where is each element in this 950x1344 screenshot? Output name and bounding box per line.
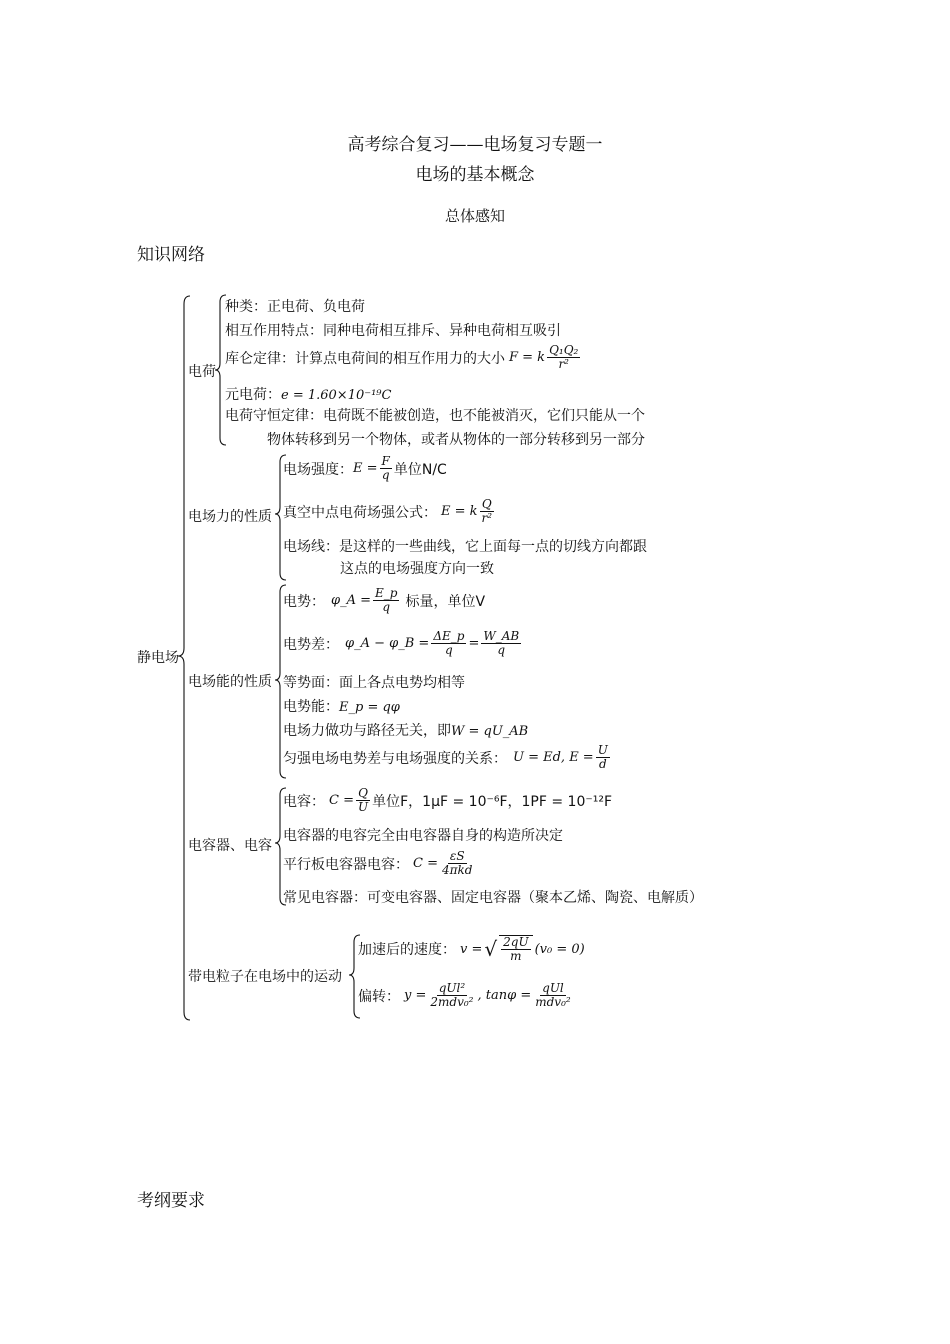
acceleration-speed-label: 加速后的速度： [358, 942, 456, 958]
point-charge-fraction [480, 498, 495, 525]
field-strength-label: 电场强度： [283, 461, 353, 478]
coulomb-law [225, 344, 582, 371]
force-label: 电场力的性质 [188, 509, 272, 525]
deflection-mid: , tanφ = [477, 988, 532, 1003]
charge-interaction: 相互作用特点：同种电荷相互排斥、异种电荷相互吸引 [225, 323, 561, 339]
coulomb-denominator: r² [558, 357, 569, 371]
work-path-independent [283, 720, 528, 740]
potential [283, 587, 485, 614]
potential-energy-label: 电势能： [283, 699, 339, 715]
deflection-numerator-2: qUl [542, 981, 564, 995]
potential-difference-fraction-2 [481, 630, 521, 657]
common-capacitors: 常见电容器：可变电容器、固定电容器（聚本乙烯、陶瓷、电解质） [283, 890, 703, 906]
parallel-plate-numerator: εS [449, 849, 465, 863]
deflection-denominator-2: mdv₀² [535, 995, 571, 1009]
knowledge-network-heading: 知识网络 [137, 245, 205, 265]
point-charge-field [283, 498, 496, 525]
capacitance-label: 电容： [283, 793, 325, 810]
uniform-field-numerator: U [597, 743, 608, 757]
acceleration-speed-lhs: v = [460, 941, 483, 957]
deflection-numerator-1: qUl² [438, 981, 466, 995]
uniform-field-fraction [596, 744, 610, 771]
overview-heading: 总体感知 [444, 207, 505, 225]
coulomb-fraction [547, 344, 580, 371]
potential-numerator: E_p [375, 586, 398, 600]
point-charge-numerator: Q [481, 497, 492, 511]
uniform-field-denominator: d [598, 757, 607, 771]
coulomb-law-text: 库仑定律：计算点电荷间的相互作用力的大小 [225, 350, 505, 367]
capacitor-label: 电容器、电容 [188, 838, 272, 854]
elementary-charge-label: 元电荷： [225, 387, 281, 403]
syllabus-heading: 考纲要求 [137, 1191, 205, 1211]
page-title: 高考综合复习——电场复习专题一 [347, 135, 603, 155]
field-strength-unit: 单位N/C [393, 461, 447, 478]
energy-label: 电场能的性质 [188, 674, 272, 690]
parallel-plate-label: 平行板电容器电容： [283, 856, 409, 873]
deflection-denominator-1: 2mdv₀² [430, 995, 474, 1009]
potential-unit: 标量，单位V [405, 593, 486, 610]
work-formula: W = qU_AB [451, 724, 529, 739]
sqrt-sign: √ [484, 937, 498, 961]
field-strength [283, 455, 447, 482]
deflection [358, 982, 575, 1009]
root-node-label: 静电场 [137, 650, 179, 666]
elementary-charge-formula: e = 1.60×10⁻¹⁹C [281, 388, 392, 403]
point-charge-denominator: r² [481, 511, 493, 525]
potential-label: 电势： [283, 593, 325, 610]
parallel-plate-capacitance [283, 850, 476, 877]
charge-label: 电荷 [188, 364, 216, 380]
potential-difference-label: 电势差： [283, 636, 339, 653]
field-strength-denominator: q [381, 468, 390, 482]
field-strength-fraction [380, 455, 392, 482]
field-strength-numerator: F [381, 454, 390, 468]
capacitance-numerator: Q [358, 786, 368, 800]
potential-difference-numerator-1: ΔE_p [433, 629, 465, 643]
deflection-label: 偏转： [358, 988, 400, 1005]
potential-difference-equals: = [468, 636, 480, 651]
deflection-lhs: y = [404, 988, 427, 1003]
point-charge-label: 真空中点电荷场强公式： [283, 504, 437, 521]
acceleration-speed-condition: (v₀ = 0) [534, 941, 585, 957]
deflection-fraction-2 [533, 982, 572, 1009]
point-charge-lhs: E = k [441, 504, 478, 519]
parallel-plate-denominator: 4πkd [441, 863, 473, 877]
uniform-field-relation [283, 744, 612, 771]
acceleration-speed-fraction [499, 935, 532, 963]
capacitance-denominator: U [357, 800, 369, 814]
potential-difference-denominator-2: q [497, 643, 506, 657]
potential-difference [283, 630, 523, 657]
elementary-charge [225, 384, 391, 404]
conservation-line-1: 电荷守恒定律：电荷既不能被创造，也不能被消灭，它们只能从一个 [225, 408, 645, 424]
capacitance-unit: 单位F，1μF = 10⁻⁶F，1PF = 10⁻¹²F [372, 793, 613, 810]
uniform-field-text: 匀强电场电势差与电场强度的关系： [283, 750, 507, 767]
capacitance-determined: 电容器的电容完全由电容器自身的构造所决定 [283, 828, 563, 844]
field-lines-line-2: 这点的电场强度方向一致 [340, 561, 494, 577]
coulomb-formula-lhs: F = k [509, 350, 546, 365]
potential-difference-lhs: φ_A − φ_B = [345, 636, 430, 651]
conservation-line-2: 物体转移到另一个物体，或者从物体的一部分转移到另一部分 [267, 432, 645, 448]
deflection-fraction-1 [428, 982, 475, 1009]
capacitance-fraction [356, 787, 370, 814]
equipotential-surface: 等势面：面上各点电势均相等 [283, 675, 465, 691]
motion-label: 带电粒子在电场中的运动 [188, 969, 342, 985]
page-subtitle: 电场的基本概念 [415, 165, 535, 185]
capacitance-lhs: C = [329, 793, 354, 808]
field-strength-lhs: E = [353, 461, 378, 476]
potential-fraction [373, 587, 399, 614]
charge-kinds: 种类：正电荷、负电荷 [225, 299, 365, 315]
potential-difference-numerator-2: W_AB [483, 629, 520, 643]
capacitance [283, 787, 612, 814]
field-lines-line-1: 电场线：是这样的一些曲线，它上面每一点的切线方向都跟 [283, 539, 647, 555]
acceleration-speed [358, 935, 585, 963]
potential-difference-fraction-1 [431, 630, 466, 657]
parallel-plate-fraction [440, 850, 474, 877]
potential-energy [283, 696, 400, 716]
parallel-plate-lhs: C = [413, 856, 438, 871]
uniform-field-formula: U = Ed, E = [513, 750, 594, 765]
acceleration-speed-denominator: m [510, 949, 522, 963]
potential-lhs: φ_A = [331, 593, 372, 608]
potential-denominator: q [382, 600, 391, 614]
potential-energy-formula: E_p = qφ [339, 700, 400, 715]
coulomb-numerator: Q₁Q₂ [549, 343, 579, 357]
acceleration-speed-numerator: 2qU [503, 935, 529, 949]
work-text: 电场力做功与路径无关，即 [283, 723, 451, 739]
potential-difference-denominator-1: q [445, 643, 453, 657]
